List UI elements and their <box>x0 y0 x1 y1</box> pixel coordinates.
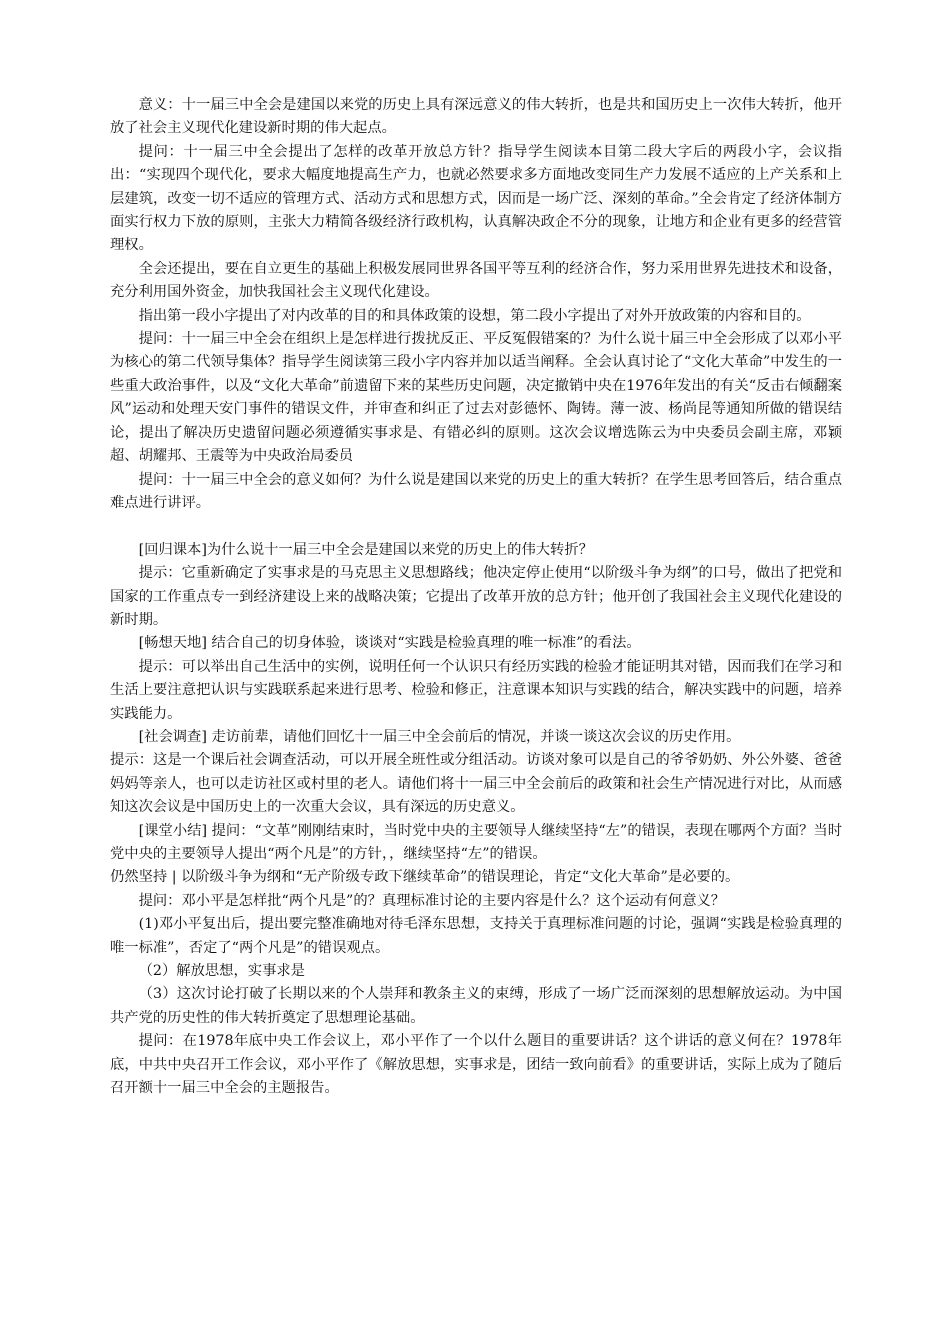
blank-line <box>110 515 842 538</box>
paragraph-social-survey: [社会调查] 走访前辈，请他们回忆十一届三中全会前后的情况，并谈一谈这次会议的历史作用。 <box>138 728 741 745</box>
document-body <box>110 94 842 1100</box>
paragraph-organization-question: 提问：十一届三中全会在组织上是怎样进行拨扰反正、平反冤假错案的？为什么说十届三中全会形成了以邓小平为核心的第二代领导集体？指导学生阅读第三段小字内容并加以适当阐释。全会认真讨论了“文化大革命”中发生的一些重大政治事件，以及“文化大革命”前遗留下来的某些历史问题，决定撤销中央在1976年发出的有关“反击右倾翻案风”运动和处理天安门事件的错误文件，并审查和纠正了过去对彭德怀、陶铸。薄一波、杨尚昆等通知所做的错误结论，提出了解决历史遗留问题必须遵循实事求是、有错必纠的原则。这次会议增选陈云为中央委员会副主席，邓颖超、胡耀邦、王震等为中央政治局委员 <box>110 331 842 465</box>
paragraph-class-summary: [课堂小结] 提问：“文革”刚刚结束时，当时党中央的主要领导人继续坚持“左”的错误，表现在哪两个方面？当时党中央的主要领导人提出“两个凡是”的方针，，继续坚持“左”的错误。 <box>110 822 842 862</box>
paragraph-answer-3: （3）这次讨论打破了长期以来的个人崇拜和教条主义的束缚，形成了一场广泛而深刻的思想解放运动。为中国共产党的历史性的伟大转折奠定了思想理论基础。 <box>110 986 842 1026</box>
paragraph-two-whatevers-question: 提问：邓小平是怎样批“两个凡是”的？真理标准讨论的主要内容是什么？这个运动有何意义？ <box>138 892 726 909</box>
paragraph-1978-speech: 提问：在1978年底中央工作会议上，邓小平作了一个以什么题目的重要讲话？这个讲话的意义何在？1978年底，中共中央召开工作会议，邓小平作了《解放思想，实事求是，团结一致向前看》的重要讲话，实际上成为了随后召开额十一届三中全会的主题报告。 <box>110 1033 842 1097</box>
paragraph-answer-1: (1)邓小平复出后，提出要完整准确地对待毛泽东思想，支持关于真理标准问题的讨论，强调“实践是检验真理的唯一标准”，否定了“两个凡是”的错误观点。 <box>110 916 842 956</box>
paragraph-reform-policy-question: 提问：十一届三中全会提出了怎样的改革开放总方针？指导学生阅读本目第二段大字后的两段小字，会议指出：“实现四个现代化，要求大幅度地提高生产力，也就必然要求多方面地改变同生产力发展不适应的上产关系和上层建筑，改变一切不适应的管理方式、活动方式和思想方式，因而是一场广泛、深刻的革命。”全会肯定了经济体制方面实行权力下放的原则，主张大力精简各级经济行政机构，认真解决政企不分的现象，让地方和企业有更多的经营管理权。 <box>110 143 842 254</box>
paragraph-class-summary-continued: 仍然坚持 | 以阶级斗争为纲和“无产阶级专政下继续革命”的错误理论，肯定“文化大革命”是必要的。 <box>110 869 740 886</box>
paragraph-review-textbook: [回归课本]为什么说十一届三中全会是建国以来党的历史上的伟大转折？ <box>138 541 593 558</box>
paragraph-significance: 意义：十一届三中全会是建国以来党的历史上具有深远意义的伟大转折，也是共和国历史上一次伟大转折，他开放了社会主义现代化建设新时期的伟大起点。 <box>110 97 842 137</box>
paragraph-meaning-question: 提问：十一届三中全会的意义如何？为什么说是建国以来党的历史上的重大转折？在学生思考回答后，结合重点难点进行讲评。 <box>110 471 842 511</box>
paragraph-review-hint: 提示：它重新确定了实事求是的马克思主义思想路线；他决定停止使用“以阶级斗争为纲”的口号，做出了把党和国家的工作重点专一到经济建设上来的战略决策；它提出了改革开放的总方针；他开创了我国社会主义现代化建设的新时期。 <box>110 565 842 628</box>
paragraph-answer-2: （2）解放思想，实事求是 <box>138 963 305 980</box>
paragraph-social-survey-hint: 提示：这是一个课后社会调查活动，可以开展全班性或分组活动。访谈对象可以是自己的爷爷奶奶、外公外婆、爸爸妈妈等亲人，也可以走访社区或村里的老人。请他们将十一届三中全会前后的政策和社会生产情况进行对比，从而感知这次会议是中国历史上的一次重大会议，具有深远的历史意义。 <box>110 752 842 816</box>
paragraph-imagination-hint: 提示：可以举出自己生活中的实例，说明任何一个认识只有经历实践的检验才能证明其对错，因而我们在学习和生活上要注意把认识与实践联系起来进行思考、检验和修正，注意课本知识与实践的结合，解决实践中的问题，培养实践能力。 <box>110 658 842 722</box>
paragraph-small-text-summary: 指出第一段小字提出了对内改革的目的和具体政策的设想，第二段小字提出了对外开放政策的内容和目的。 <box>138 307 811 324</box>
paragraph-imagination: [畅想天地] 结合自己的切身体验，谈谈对“实践是检验真理的唯一标准”的看法。 <box>138 635 641 652</box>
paragraph-economic-cooperation: 全会还提出，要在自立更生的基础上积极发展同世界各国平等互利的经济合作，努力采用世界先进技术和设备，充分利用国外资金，加快我国社会主义现代化建设。 <box>110 260 842 301</box>
